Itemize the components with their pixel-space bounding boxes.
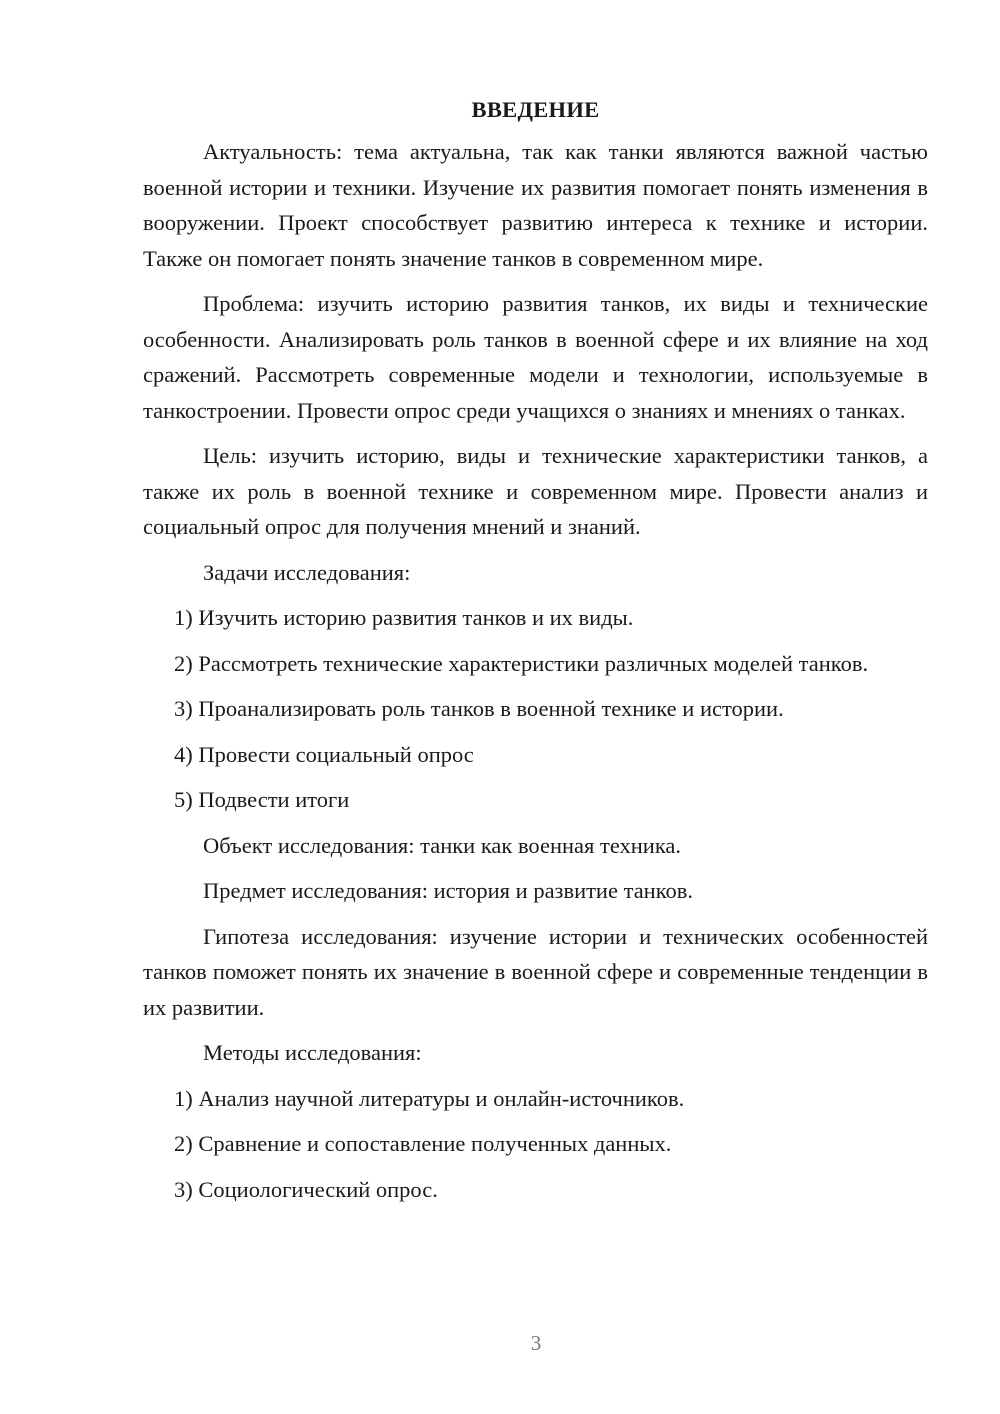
method-item: 3) Социологический опрос. (174, 1176, 438, 1202)
method-item: 1) Анализ научной литературы и онлайн-источников. (174, 1085, 685, 1111)
method-item: 2) Сравнение и сопоставление полученных данных. (174, 1131, 672, 1156)
page-title: ВВЕДЕНИЕ (471, 97, 600, 122)
methods-heading: Методы исследования: (203, 1040, 422, 1065)
goal-paragraph: Цель: изучить историю, виды и технические характеристики танков, а также их роль в военной технике и современном мире. Провести анализ и социальный опрос для получения мнений и знаний. (143, 443, 928, 539)
task-item: 1) Изучить историю развития танков и их виды. (174, 605, 634, 630)
object-line: Объект исследования: танки как военная техника. (203, 832, 682, 858)
subject-line: Предмет исследования: история и развитие танков. (203, 878, 694, 903)
document-page (143, 92, 928, 1217)
task-item: 2) Рассмотреть технические характеристики различных моделей танков. (174, 650, 869, 676)
problem-paragraph: Проблема: изучить историю развития танков, их виды и технические особенности. Анализировать роль танков в военной сфере и их влияние на ход сражений. Рассмотреть современные модели и технологии, используемые в танкостроении. Провести опрос среди учащихся о знаниях и мнениях о танках. (143, 291, 928, 423)
task-item: 3) Проанализировать роль танков в военной технике и истории. (174, 696, 784, 721)
hypothesis-paragraph: Гипотеза исследования: изучение истории и технических особенностей танков поможет понять их значение в военной сфере и современные тенденции в их развитии. (143, 923, 928, 1020)
tasks-heading: Задачи исследования: (203, 559, 411, 585)
task-item: 4) Провести социальный опрос (174, 741, 474, 767)
task-item: 5) Подвести итоги (174, 787, 350, 812)
page-number: 3 (530, 1331, 542, 1355)
relevance-paragraph: Актуальность: тема актуальна, так как танки являются важной частью военной истории и техники. Изучение их развития помогает понять изменения в вооружении. Проект способствует развитию интереса к технике и истории. Также он помогает понять значение танков в современном мире. (143, 139, 928, 271)
